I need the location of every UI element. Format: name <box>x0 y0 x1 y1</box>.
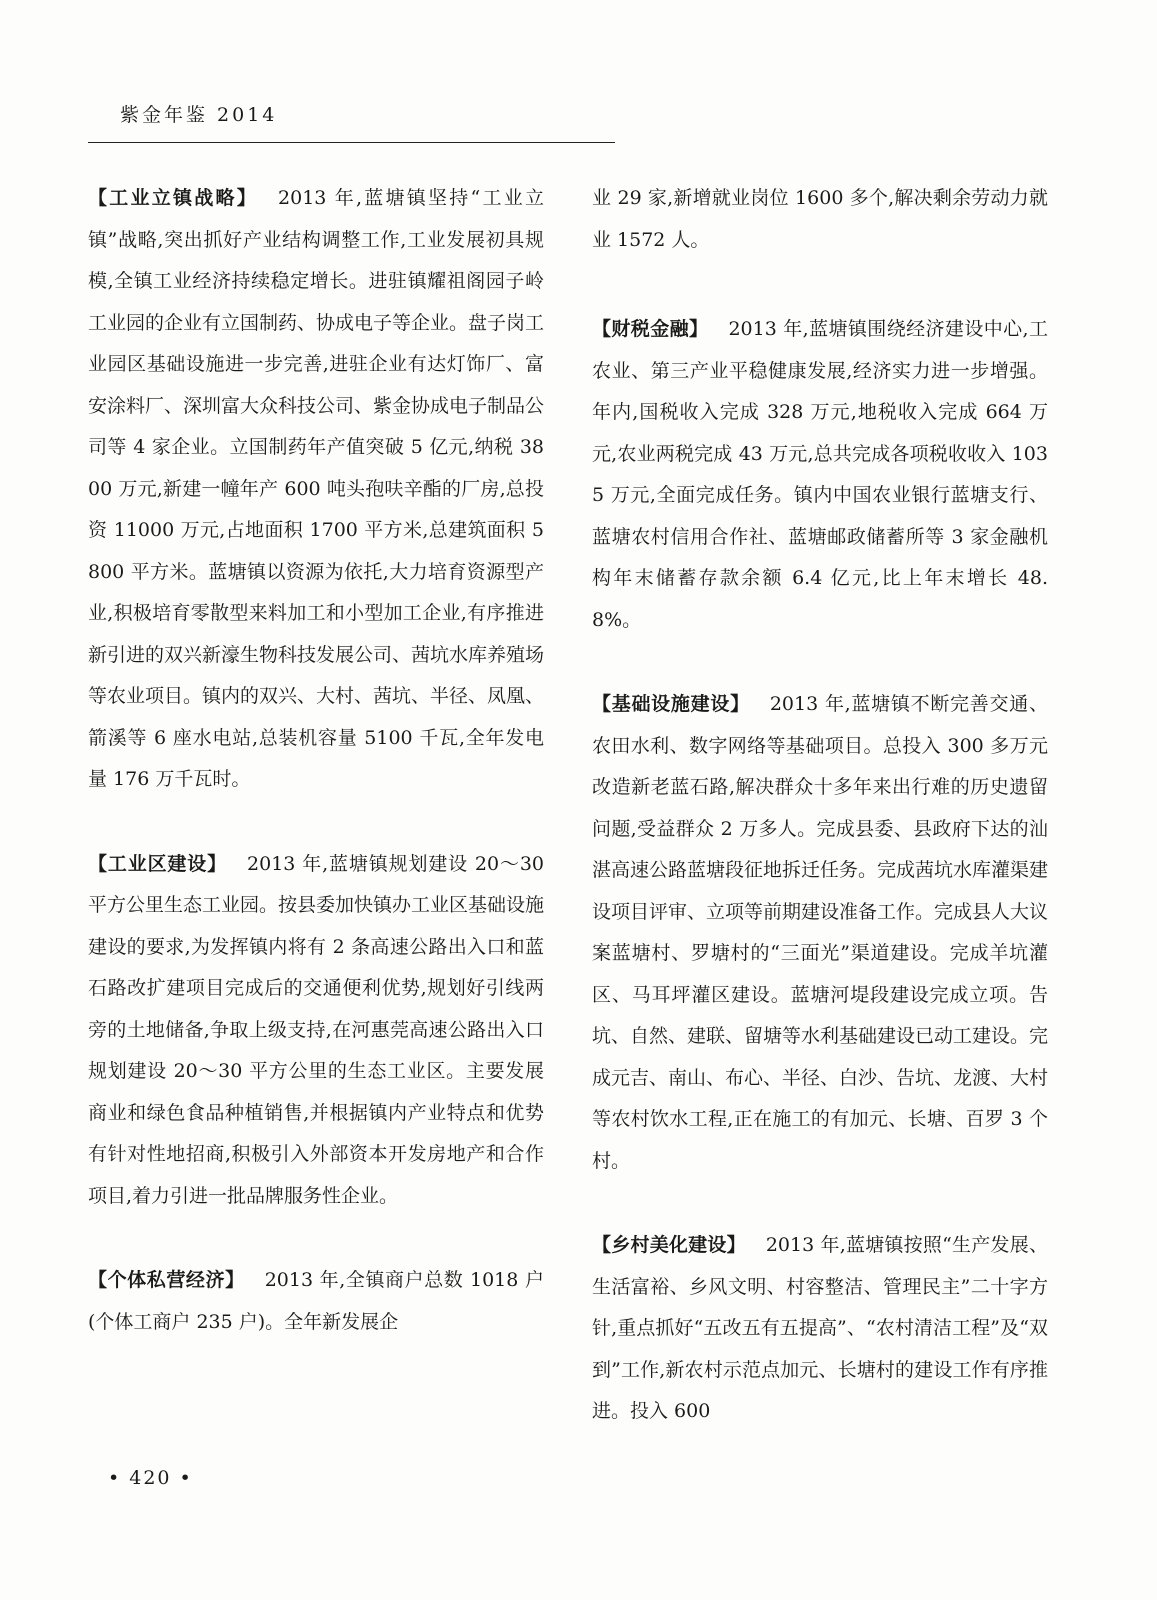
continuation-text: 业 29 家,新增就业岗位 1600 多个,解决剩余劳动力就业 1572 人。 <box>592 187 1048 251</box>
section-infrastructure <box>592 684 1048 1182</box>
page-number: • 420 • <box>108 1467 193 1489</box>
section-industrial-zone <box>88 844 544 1218</box>
header-rule <box>88 142 615 143</box>
section-finance <box>592 309 1048 641</box>
section-text: 2013 年,蓝塘镇不断完善交通、农田水利、数字网络等基础项目。总投入 300 多万元改造新老蓝石路,解决群众十多年来出行难的历史遗留问题,受益群众 2 万多人。完成县委、县政府下达的汕湛高速公路蓝塘段征地拆迁任务。完成茜坑水库灌渠建设项目评审、立项等前期建设准备工作。完成县人大议案蓝塘村、罗塘村的“三面光”渠道建设。完成羊坑灌区、马耳坪灌区建设。蓝塘河堤段建设完成立项。告坑、自然、建联、留塘等水利基础建设已动工建设。完成元吉、南山、布心、半径、白沙、告坑、龙渡、大村等农村饮水工程,正在施工的有加元、长塘、百罗 3 个村。 <box>592 693 1049 1172</box>
section-text: 2013 年,全镇商户总数 1018 户(个体工商户 235 户)。全年新发展企 <box>88 1269 544 1333</box>
section-text: 2013 年,蓝塘镇按照“生产发展、生活富裕、乡风文明、村容整洁、管理民主”二十字方针,重点抓好“五改五有五提高”、“农村清洁工程”及“双到”工作,新农村示范点加元、长塘村的建设工作有序推进。投入 600 <box>592 1234 1048 1422</box>
section-title: 【工业区建设】 <box>88 852 228 875</box>
section-paragraph <box>88 1260 544 1343</box>
section-title: 【财税金融】 <box>592 318 709 340</box>
section-text: 2013 年,蓝塘镇规划建设 20～30 平方公里生态工业园。按县委加快镇办工业区基础设施建设的要求,为发挥镇内将有 2 条高速公路出入口和蓝石路改扩建项目完成后的交通便利优势,规划好引线两旁的土地储备,争取上级支持,在河惠莞高速公路出入口规划建设 20～30 平方公里的生态工业区。主要发展商业和绿色食品种植销售,并根据镇内产业特点和优势有针对性地招商,积极引入外部资本开发房地产和合作项目,着力引进一批品牌服务性企业。 <box>88 852 545 1207</box>
section-text: 2013 年,蓝塘镇坚持“工业立镇”战略,突出抓好产业结构调整工作,工业发展初具规模,全镇工业经济持续稳定增长。进驻镇耀祖阁园子岭工业园的企业有立国制药、协成电子等企业。盘子岗工业园区基础设施进一步完善,进驻企业有达灯饰厂、富安涂料厂、深圳富大众科技公司、紫金协成电子制品公司等 4 家企业。立国制药年产值突破 5 亿元,纳税 3800 万元,新建一幢年产 600 吨头孢呋辛酯的厂房,总投资 11000 万元,占地面积 1700 平方米,总建筑面积 5800 平方米。蓝塘镇以资源为依托,大力培育资源型产业,积极培育零散型来料加工和小型加工企业,有序推进新引进的双兴新濠生物科技发展公司、茜坑水库养殖场等农业项目。镇内的双兴、大村、茜坑、半径、凤凰、箭溪等 6 座水电站,总装机容量 5100 千瓦,全年发电量 176 万千瓦时。 <box>88 187 545 790</box>
section-title: 【乡村美化建设】 <box>592 1234 746 1256</box>
left-column <box>88 178 544 1386</box>
section-private-economy <box>88 1260 544 1343</box>
section-text: 2013 年,蓝塘镇围绕经济建设中心,工农业、第三产业平稳健康发展,经济实力进一步增强。年内,国税收入完成 328 万元,地税收入完成 664 万元,农业两税完成 43 万元,总共完成各项税收收入 1035 万元,全面完成任务。镇内中国农业银行蓝塘支行、蓝塘农村信用合作社、蓝塘邮政储蓄所等 3 家金融机构年末储蓄存款余额 6.4 亿元,比上年末增长 48.8%。 <box>592 318 1048 631</box>
section-village-beautification <box>592 1225 1048 1433</box>
section-title: 【个体私营经济】 <box>88 1269 245 1291</box>
section-title: 【工业立镇战略】 <box>88 187 259 209</box>
section-paragraph <box>592 309 1048 641</box>
section-paragraph <box>88 844 544 1218</box>
section-industrial-strategy <box>88 178 544 801</box>
right-column <box>592 178 1048 1476</box>
section-paragraph <box>88 178 544 801</box>
section-title: 【基础设施建设】 <box>592 693 750 715</box>
section-continuation <box>592 178 1048 261</box>
section-paragraph <box>592 1225 1048 1433</box>
running-header: 紫金年鉴 2014 <box>120 104 278 126</box>
section-paragraph <box>592 684 1048 1182</box>
